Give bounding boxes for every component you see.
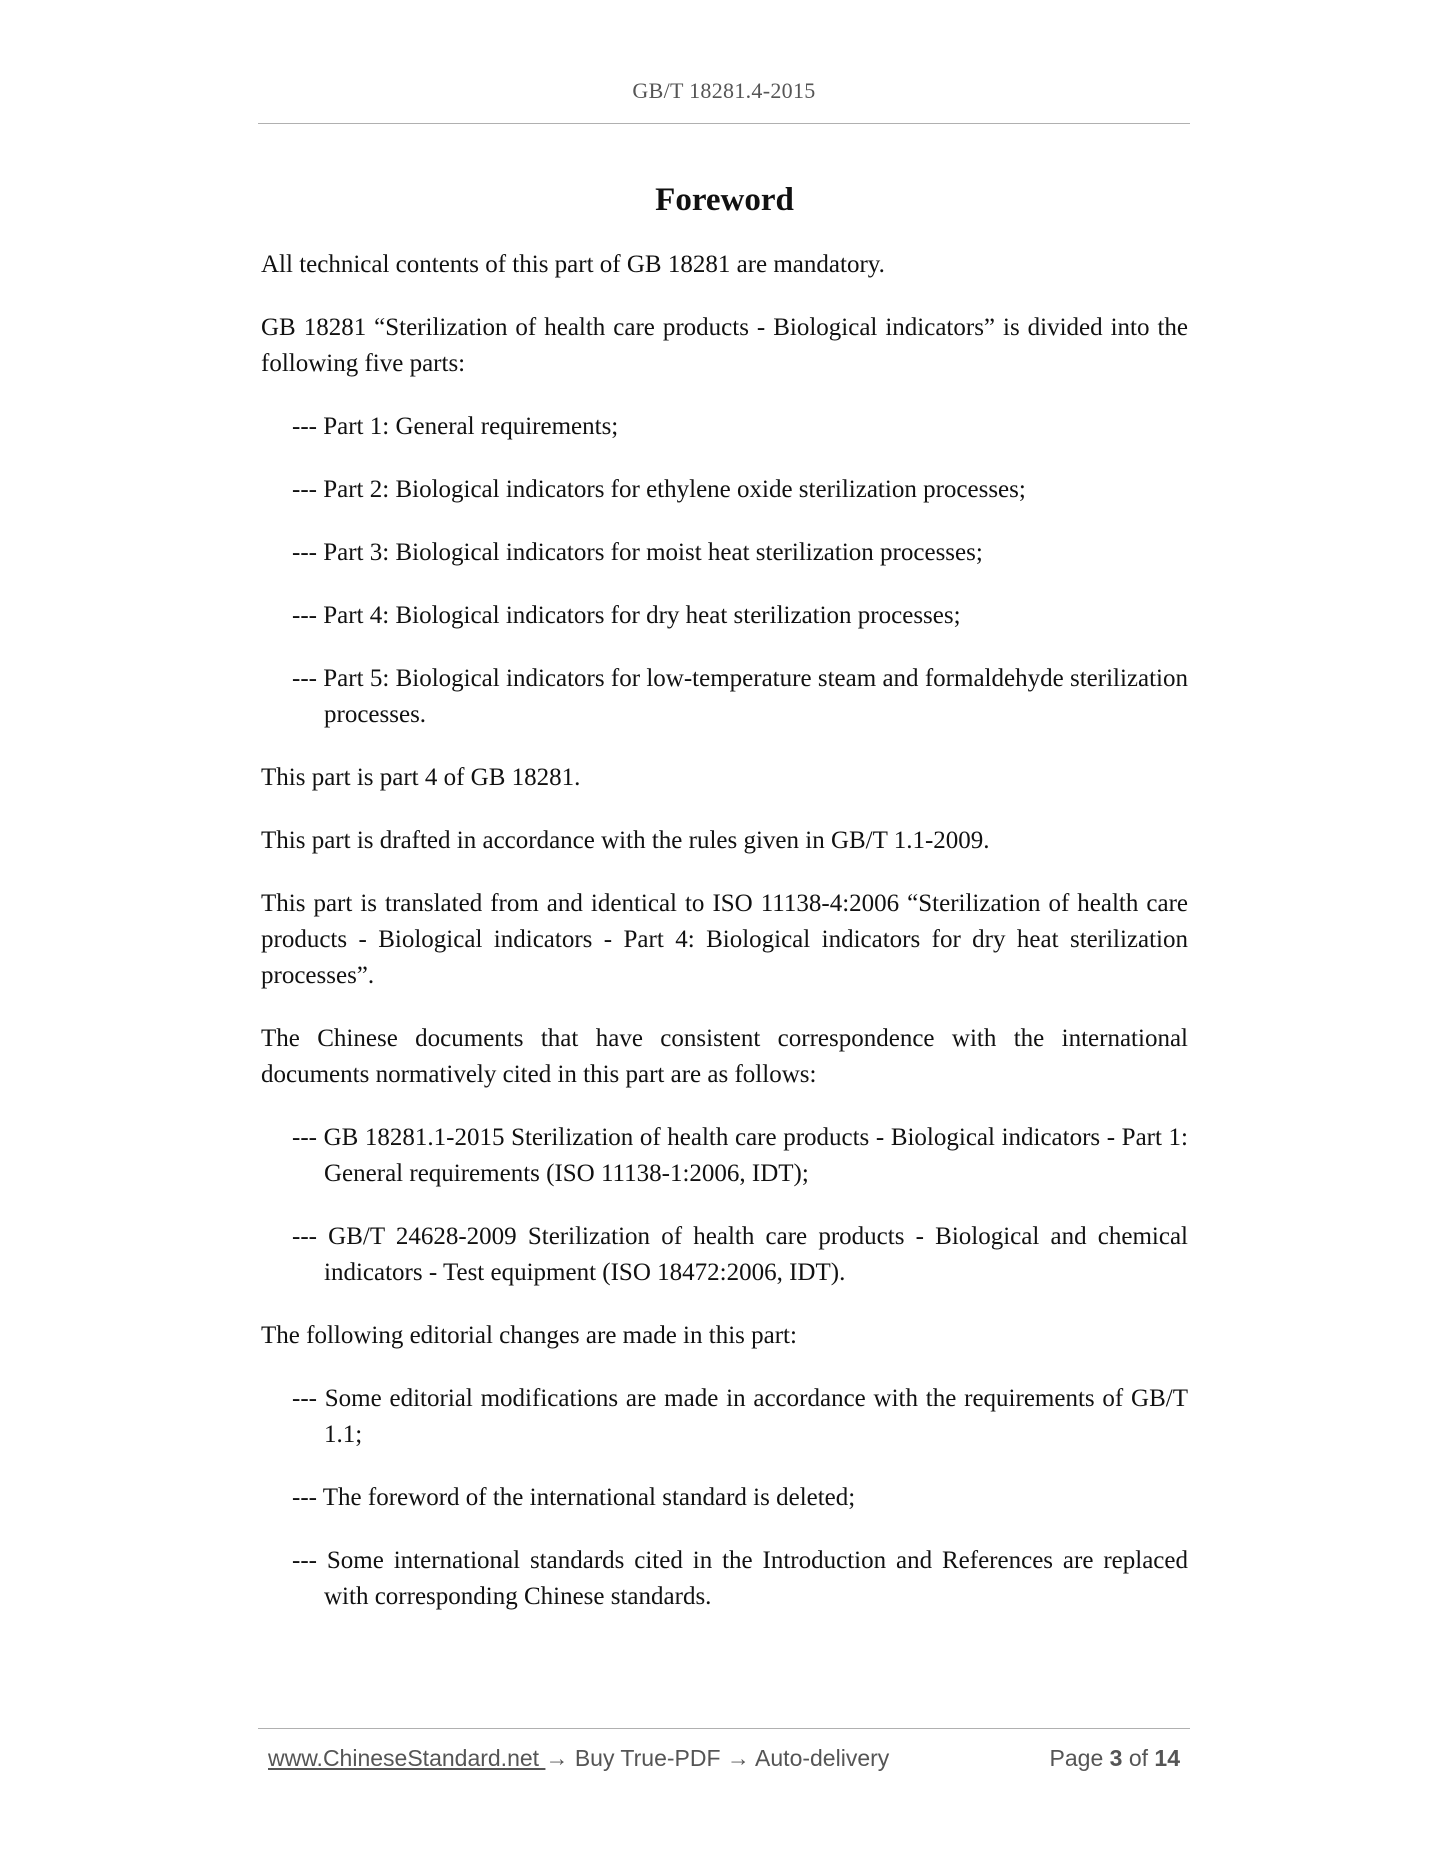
foreword-body bbox=[261, 247, 1188, 1615]
page-footer bbox=[268, 1745, 1180, 1779]
list-item: --- Part 3: Biological indicators for moist heat sterilization processes; bbox=[292, 539, 983, 566]
paragraph: This part is part 4 of GB 18281. bbox=[261, 764, 581, 791]
paragraph: This part is drafted in accordance with the rules given in GB/T 1.1-2009. bbox=[261, 827, 990, 854]
current-page-number: 3 bbox=[1109, 1745, 1123, 1771]
paragraph: The following editorial changes are made in this part: bbox=[261, 1322, 797, 1349]
paragraph: This part is translated from and identical to ISO 11138-4:2006 “Sterilization of health care products - Biological indicators - Part 4: Biological indicators for dry heat sterilization processes”. bbox=[261, 890, 1188, 989]
footer-divider bbox=[258, 1728, 1190, 1729]
page-label: Page bbox=[1049, 1745, 1104, 1771]
list-item: --- Part 4: Biological indicators for dry heat sterilization processes; bbox=[292, 602, 961, 629]
running-header: GB/T 18281.4-2015 bbox=[632, 78, 816, 103]
list-item: --- GB 18281.1-2015 Sterilization of health care products - Biological indicators - Part 1: General requirements (ISO 11138-1:2006, IDT); bbox=[292, 1124, 1188, 1187]
list-item: --- GB/T 24628-2009 Sterilization of health care products - Biological and chemical indicators - Test equipment (ISO 18472:2006, IDT). bbox=[292, 1223, 1188, 1286]
page-indicator bbox=[1050, 1745, 1180, 1772]
page-of-label: of bbox=[1128, 1745, 1149, 1771]
website-link[interactable]: www.ChineseStandard.net bbox=[268, 1745, 546, 1771]
paragraph: All technical contents of this part of GB 18281 are mandatory. bbox=[261, 251, 885, 278]
page-title: Foreword bbox=[655, 182, 794, 218]
list-item: --- Some international standards cited in the Introduction and References are replaced with corresponding Chinese standards. bbox=[292, 1547, 1188, 1610]
list-item: --- Some editorial modifications are made in accordance with the requirements of GB/T 1.1; bbox=[292, 1385, 1188, 1448]
header-divider bbox=[258, 123, 1190, 124]
list-item: --- Part 2: Biological indicators for ethylene oxide sterilization processes; bbox=[292, 476, 1026, 503]
total-pages-number: 14 bbox=[1154, 1745, 1180, 1771]
list-item: --- Part 1: General requirements; bbox=[292, 413, 619, 440]
page-content bbox=[261, 178, 1188, 1642]
paragraph: GB 18281 “Sterilization of health care products - Biological indicators” is divided into the following five parts: bbox=[261, 314, 1188, 377]
paragraph: The Chinese documents that have consistent correspondence with the international documents normatively cited in this part are as follows: bbox=[261, 1025, 1188, 1088]
list-item: --- Part 5: Biological indicators for low-temperature steam and formaldehyde sterilization processes. bbox=[292, 665, 1188, 728]
footer-tagline: → Buy True-PDF → Auto-delivery bbox=[545, 1745, 890, 1771]
list-item: --- The foreword of the international standard is deleted; bbox=[292, 1484, 856, 1511]
footer-promo bbox=[268, 1745, 889, 1772]
